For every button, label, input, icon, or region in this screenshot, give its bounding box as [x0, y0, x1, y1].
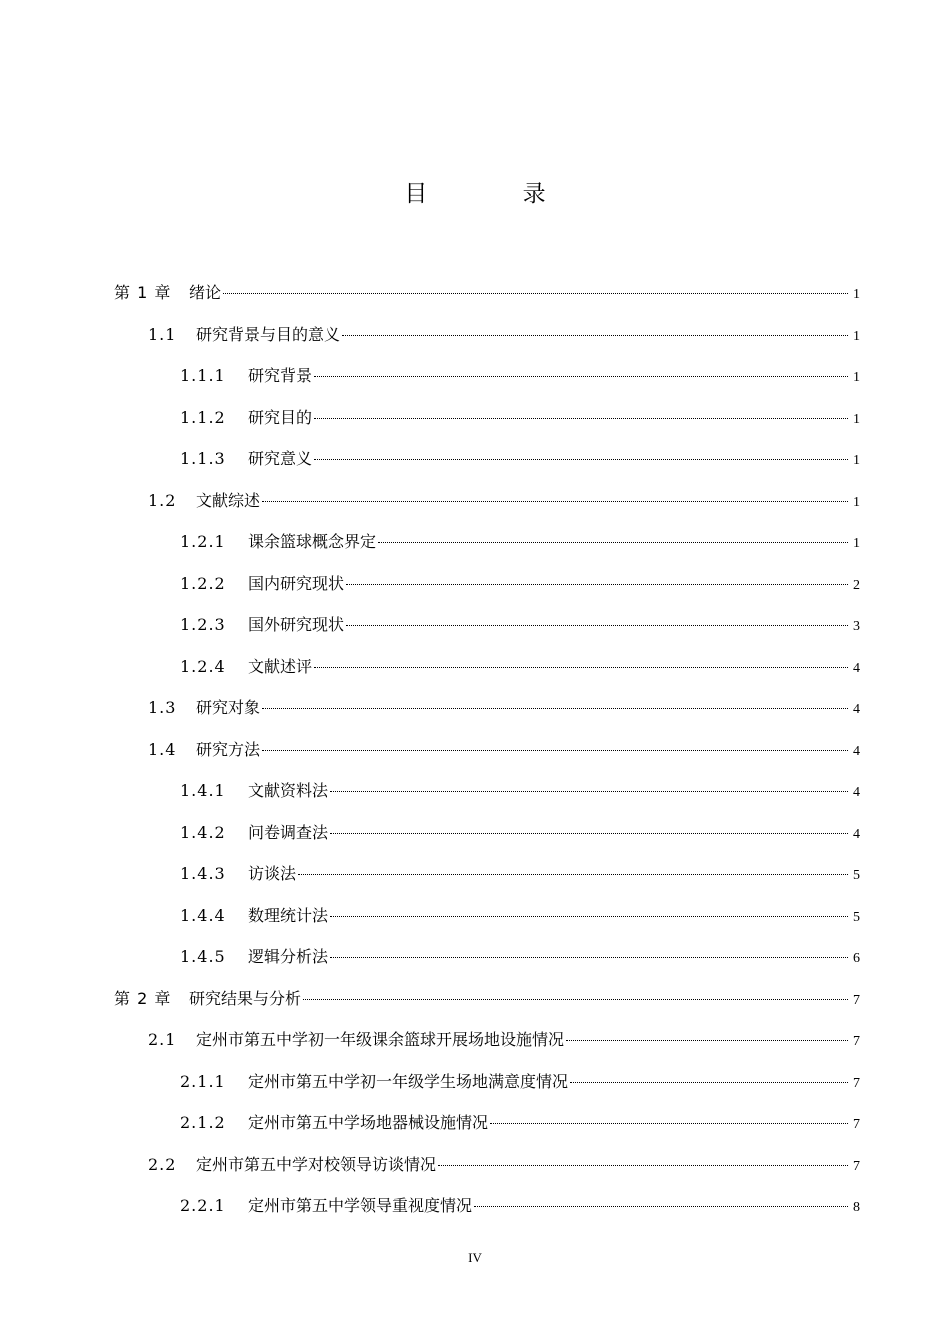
toc-entry-number: 第 2 章: [114, 988, 172, 1008]
toc-entry-title: 逻辑分析法: [248, 947, 329, 966]
toc-dot-leader: [330, 916, 848, 917]
toc-dot-leader: [298, 874, 848, 875]
toc-entry-number: 1.2.1: [180, 532, 226, 551]
toc-dot-leader: [346, 584, 848, 585]
toc-entry-number: 第 1 章: [114, 283, 172, 302]
toc-entry[interactable]: [114, 571, 860, 613]
toc-entry-page-number: 1: [853, 411, 860, 427]
toc-entry-page-number: 1: [853, 328, 860, 344]
toc-entry-title: 国内研究现状: [248, 573, 345, 593]
toc-entry-page-number: 4: [853, 785, 860, 800]
toc-entry-title: 定州市第五中学领导重视度情况: [248, 1196, 473, 1215]
toc-entry-title: 文献述评: [248, 656, 313, 676]
toc-entry-page-number: 7: [853, 1158, 860, 1174]
toc-entry-title: 课余篮球概念界定: [248, 532, 377, 551]
toc-entry[interactable]: [114, 488, 860, 530]
toc-entry-page-number: 5: [853, 868, 860, 883]
toc-entry-page-number: 1: [853, 370, 860, 385]
toc-dot-leader: [438, 1165, 848, 1166]
toc-dot-leader: [566, 1040, 848, 1041]
toc-entry-page-number: 4: [853, 743, 860, 759]
toc-dot-leader: [570, 1082, 848, 1083]
toc-entry-title: 文献资料法: [248, 781, 329, 800]
toc-entry-title: 定州市第五中学对校领导访谈情况: [196, 1154, 437, 1174]
toc-entry-page-number: 4: [853, 660, 860, 676]
toc-entry-number: 2.1: [148, 1030, 177, 1049]
toc-entry-number: 1.4.5: [180, 947, 226, 966]
toc-entry-page-number: 4: [853, 826, 860, 842]
table-of-contents: [114, 280, 860, 1235]
toc-entry-title: 问卷调查法: [248, 822, 329, 842]
toc-entry-number: 1.1.2: [180, 407, 226, 427]
toc-entry-page-number: 8: [853, 1200, 860, 1215]
toc-entry[interactable]: [114, 986, 860, 1028]
toc-entry[interactable]: [114, 737, 860, 779]
toc-entry-title: 研究目的: [248, 407, 313, 427]
toc-entry-title: 国外研究现状: [248, 615, 345, 634]
toc-entry[interactable]: [114, 820, 860, 862]
toc-entry[interactable]: [114, 1069, 860, 1111]
toc-entry-number: 1.2.3: [180, 615, 226, 634]
toc-dot-leader: [330, 791, 848, 792]
toc-dot-leader: [490, 1123, 848, 1124]
toc-dot-leader: [314, 376, 848, 377]
toc-entry[interactable]: [114, 944, 860, 986]
toc-entry-page-number: 4: [853, 702, 860, 717]
toc-entry[interactable]: [114, 1027, 860, 1069]
toc-entry-title: 数理统计法: [248, 905, 329, 925]
toc-entry-title: 定州市第五中学初一年级学生场地满意度情况: [248, 1071, 569, 1091]
toc-entry-page-number: 1: [853, 287, 860, 302]
toc-entry-page-number: 7: [853, 1075, 860, 1091]
toc-entry-number: 1.1.1: [180, 366, 226, 385]
toc-entry-title: 研究背景与目的意义: [196, 324, 341, 344]
toc-entry[interactable]: [114, 322, 860, 364]
toc-entry-number: 1.4.3: [180, 864, 226, 883]
toc-entry-number: 2.1.2: [180, 1113, 226, 1132]
toc-entry[interactable]: [114, 778, 860, 820]
toc-entry-title: 访谈法: [248, 864, 297, 883]
toc-dot-leader: [330, 833, 848, 834]
toc-entry[interactable]: [114, 363, 860, 405]
toc-title: 目 录: [404, 181, 590, 207]
toc-dot-leader: [378, 542, 848, 543]
toc-entry-number: 1.4.1: [180, 781, 226, 800]
toc-entry-number: 1.2.2: [180, 573, 226, 593]
toc-entry-page-number: 6: [853, 951, 860, 966]
page-footer-number: IV: [468, 1250, 482, 1265]
toc-entry-title: 研究意义: [248, 449, 313, 468]
toc-entry-title: 定州市第五中学初一年级课余篮球开展场地设施情况: [196, 1030, 565, 1049]
toc-entry-title: 研究结果与分析: [189, 988, 302, 1008]
toc-entry-number: 2.2.1: [180, 1196, 226, 1215]
toc-dot-leader: [346, 625, 848, 626]
toc-entry[interactable]: [114, 903, 860, 945]
toc-entry-number: 1.4: [148, 739, 177, 759]
toc-dot-leader: [342, 335, 848, 336]
toc-entry-page-number: 2: [853, 577, 860, 593]
toc-entry-page-number: 7: [853, 992, 860, 1008]
toc-entry-number: 2.1.1: [180, 1071, 226, 1091]
toc-dot-leader: [314, 459, 848, 460]
toc-dot-leader: [262, 708, 848, 709]
toc-entry-number: 1.4.4: [180, 905, 226, 925]
toc-entry[interactable]: [114, 1110, 860, 1152]
toc-entry-title: 绪论: [189, 283, 222, 302]
toc-dot-leader: [223, 293, 848, 294]
toc-dot-leader: [314, 667, 848, 668]
toc-entry-number: 1.2: [148, 490, 177, 510]
toc-entry[interactable]: [114, 861, 860, 903]
toc-entry-title: 研究对象: [196, 698, 261, 717]
toc-entry-title: 定州市第五中学场地器械设施情况: [248, 1113, 489, 1132]
toc-entry-number: 1.3: [148, 698, 177, 717]
toc-entry[interactable]: [114, 529, 860, 571]
toc-dot-leader: [262, 750, 848, 751]
toc-entry-number: 2.2: [148, 1154, 177, 1174]
toc-dot-leader: [303, 999, 848, 1000]
toc-entry-number: 1.1: [148, 324, 177, 344]
toc-entry[interactable]: [114, 405, 860, 447]
toc-entry-page-number: 3: [853, 619, 860, 634]
toc-entry-number: 1.4.2: [180, 822, 226, 842]
toc-entry-page-number: 5: [853, 909, 860, 925]
toc-entry-page-number: 1: [853, 536, 860, 551]
toc-entry-title: 研究方法: [196, 739, 261, 759]
toc-entry[interactable]: [114, 1193, 860, 1235]
toc-entry[interactable]: [114, 1152, 860, 1194]
toc-entry-title: 文献综述: [196, 490, 261, 510]
toc-entry[interactable]: [114, 446, 860, 488]
toc-dot-leader: [474, 1206, 848, 1207]
toc-entry-title: 研究背景: [248, 366, 313, 385]
toc-entry-page-number: 1: [853, 494, 860, 510]
toc-dot-leader: [314, 418, 848, 419]
toc-entry[interactable]: [114, 654, 860, 696]
toc-entry-number: 1.2.4: [180, 656, 226, 676]
toc-entry-number: 1.1.3: [180, 449, 226, 468]
toc-dot-leader: [330, 957, 848, 958]
toc-dot-leader: [262, 501, 848, 502]
toc-entry[interactable]: [114, 612, 860, 654]
toc-entry-page-number: 7: [853, 1117, 860, 1132]
toc-entry-page-number: 1: [853, 453, 860, 468]
toc-entry[interactable]: [114, 695, 860, 737]
toc-entry[interactable]: [114, 280, 860, 322]
toc-entry-page-number: 7: [853, 1034, 860, 1049]
